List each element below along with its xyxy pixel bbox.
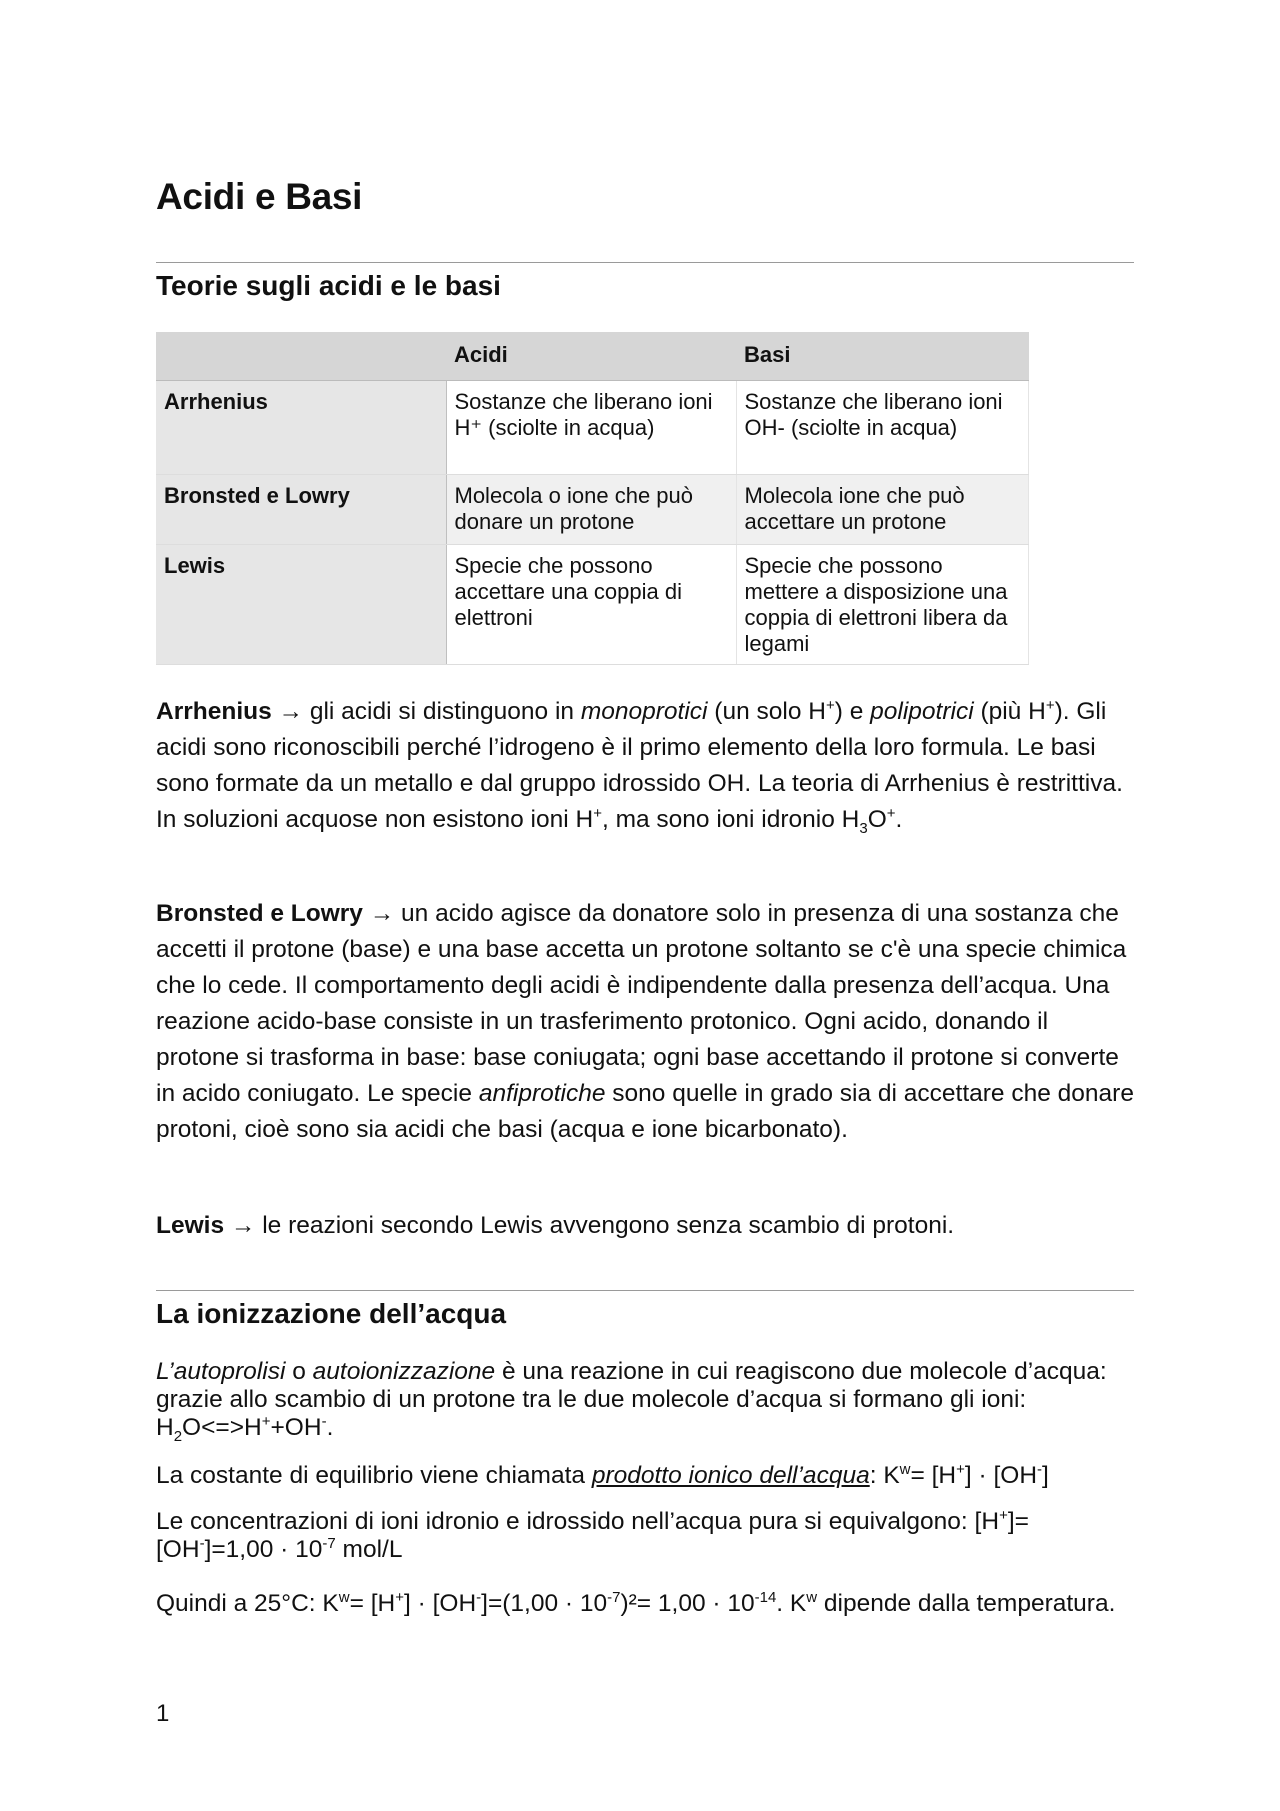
term-monoprotici: monoprotici — [580, 698, 708, 725]
text: , ma sono ioni idronio H — [601, 806, 860, 833]
paragraph-bronsted-lowry — [156, 896, 1136, 1148]
section-heading-ionizzazione: La ionizzazione dell’acqua — [156, 1298, 507, 1329]
text: ) e — [834, 698, 871, 725]
paragraph-costante-equilibrio — [156, 1462, 1136, 1490]
text: . — [326, 1414, 334, 1441]
text: ]=1,00 · 10 — [204, 1536, 323, 1563]
table-cell-theory-name: Lewis — [156, 545, 446, 665]
table-cell-theory-name: Arrhenius — [156, 381, 446, 475]
text: = [H — [910, 1462, 957, 1489]
table-header-row — [156, 332, 1029, 381]
superscript: - — [1037, 1460, 1043, 1478]
text: dipende dalla temperatura. — [817, 1590, 1116, 1617]
text: è una reazione in cui reagiscono due molecole d’acqua: grazie allo scambio di un protone tra le due molecole d’acqua si formano gli ioni: H — [156, 1358, 1107, 1441]
text: ] — [1042, 1462, 1049, 1489]
superscript: + — [999, 1506, 1008, 1524]
term-arrhenius: Arrhenius — [156, 698, 272, 725]
superscript: w — [806, 1588, 818, 1606]
superscript: - — [199, 1534, 205, 1552]
text: ). Gli acidi sono riconoscibili perché l’idrogeno è il primo elemento della loro formula. Le basi sono formate da un metallo e dal gruppo idrossido OH. La teoria di Arrhenius è restrittiva. In soluzioni acquose non esistono ioni H — [156, 698, 1123, 833]
superscript: - — [321, 1412, 327, 1430]
text: gli acidi si distinguono in — [303, 698, 581, 725]
section-divider-1 — [156, 262, 1134, 263]
table-cell-basi: Sostanze che liberano ioni OH- (sciolte in acqua) — [736, 381, 1029, 475]
superscript: + — [1045, 696, 1055, 714]
term-prodotto-ionico: prodotto ionico dell’acqua — [591, 1462, 870, 1489]
section-heading-theories: Teorie sugli acidi e le basi — [156, 270, 501, 301]
superscript: + — [593, 804, 602, 822]
term-bronsted-lowry: Bronsted e Lowry — [156, 900, 363, 927]
text: : K — [869, 1462, 900, 1489]
term-autoionizzazione: autoionizzazione — [312, 1358, 496, 1385]
superscript: + — [825, 696, 835, 714]
table-cell-basi: Specie che possono mettere a disposizione una coppia di elettroni libera da legami — [736, 545, 1029, 665]
table-cell-acidi: Molecola o ione che può donare un protone — [446, 475, 736, 545]
text: ]=(1,00 · 10 — [481, 1590, 608, 1617]
superscript: w — [899, 1460, 911, 1478]
text: Quindi a 25°C: K — [156, 1590, 339, 1617]
text: )²= 1,00 · 10 — [620, 1590, 755, 1617]
page-title: Acidi e Basi — [156, 176, 363, 217]
text: (un solo H — [707, 698, 826, 725]
table-cell-theory-name: Bronsted e Lowry — [156, 475, 446, 545]
superscript: -14 — [754, 1588, 777, 1606]
paragraph-autoprolisi — [156, 1358, 1136, 1445]
term-lewis: Lewis — [156, 1212, 225, 1239]
table-header-acidi: Acidi — [446, 332, 736, 381]
superscript: + — [395, 1588, 404, 1606]
term-polipotrici: polipotrici — [870, 698, 974, 725]
superscript: -7 — [322, 1534, 336, 1552]
term-autoprolisi: L’autoprolisi — [156, 1358, 286, 1385]
paragraph-kw-25c — [156, 1590, 1136, 1618]
text: mol/L — [335, 1536, 403, 1563]
text: . — [895, 806, 903, 833]
subscript: 3 — [859, 819, 868, 837]
page-number: 1 — [156, 1700, 170, 1727]
arrow-icon: → — [278, 698, 304, 725]
arrow-icon: → — [230, 1212, 256, 1239]
text: ] · [OH — [964, 1462, 1038, 1489]
table-row-lewis — [156, 545, 1029, 665]
superscript: -7 — [607, 1588, 621, 1606]
table-row-arrhenius — [156, 381, 1029, 475]
text: o — [285, 1358, 313, 1385]
superscript: w — [338, 1588, 350, 1606]
table-header-empty — [156, 332, 446, 381]
paragraph-concentrazioni — [156, 1508, 1136, 1564]
subscript: 2 — [173, 1427, 183, 1445]
table-cell-acidi: Specie che possono accettare una coppia di elettroni — [446, 545, 736, 665]
superscript: + — [956, 1460, 965, 1478]
text: . K — [776, 1590, 807, 1617]
text: ]=[OH — [156, 1508, 1029, 1563]
table-cell-basi: Molecola ione che può accettare un protone — [736, 475, 1029, 545]
superscript: + — [886, 804, 896, 822]
text: (più H — [973, 698, 1046, 725]
text: Le concentrazioni di ioni idronio e idrossido nell’acqua pura si equivalgono: [H — [156, 1508, 1000, 1535]
text: +OH — [270, 1414, 322, 1441]
text: le reazioni secondo Lewis avvengono senza scambio di protoni. — [255, 1212, 955, 1239]
paragraph-arrhenius — [156, 694, 1136, 838]
table-header-basi: Basi — [736, 332, 1029, 381]
text: sono quelle in grado sia di accettare che donare protoni, cioè sono sia acidi che basi (acqua e ione bicarbonato). — [156, 1080, 1134, 1143]
superscript: + — [261, 1412, 271, 1430]
section-divider-2 — [156, 1290, 1134, 1291]
table-cell-acidi: Sostanze che liberano ioni H⁺ (sciolte in acqua) — [446, 381, 736, 475]
superscript: - — [476, 1588, 482, 1606]
table-row-bronsted-lowry — [156, 475, 1029, 545]
text: ] · [OH — [404, 1590, 477, 1617]
theories-table — [156, 332, 1029, 665]
term-anfiprotiche: anfiprotiche — [478, 1080, 606, 1107]
text: La costante di equilibrio viene chiamata — [156, 1462, 592, 1489]
text: un acido agisce da donatore solo in presenza di una sostanza che accetti il protone (base) e una base accetta un protone soltanto se c'è una specie chimica che lo cede. Il comportamento degli acidi è indipendente dalla presenza dell’acqua. Una reazione acido-base consiste in un trasferimento protonico. Ogni acido, donando il protone si trasforma in base: base coniugata; ogni base accettando il protone si converte in acido coniugato. Le specie — [156, 900, 1127, 1107]
arrow-icon: → — [369, 900, 395, 927]
text: = [H — [349, 1590, 396, 1617]
paragraph-lewis — [156, 1208, 1136, 1244]
text: O — [867, 806, 887, 833]
text: O<=>H — [182, 1414, 262, 1441]
